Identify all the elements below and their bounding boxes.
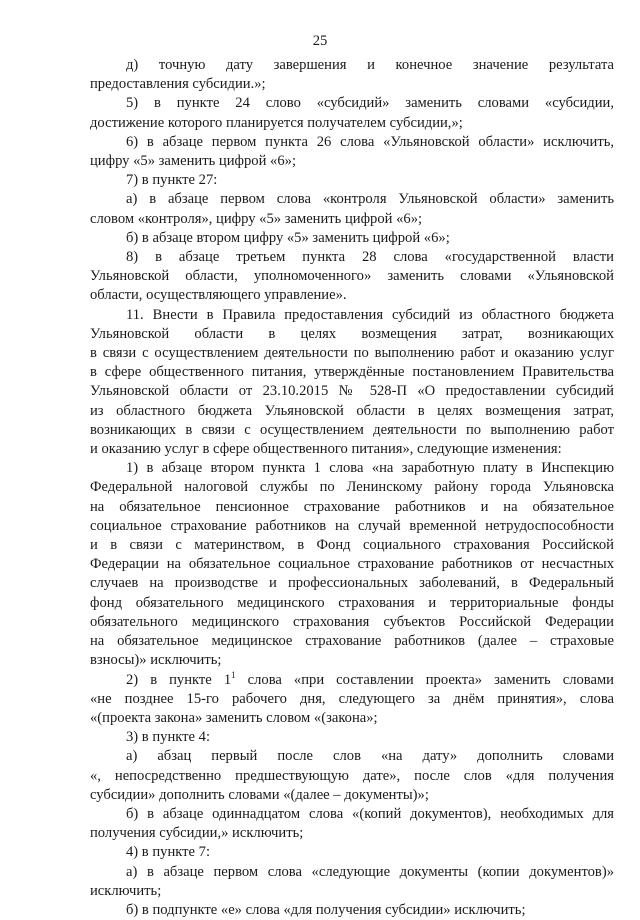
text-line-content: обязательного медицинского страхования субъектов Российской Федерации [90, 613, 614, 630]
text-line-content: 7) в пункте 27: [126, 172, 218, 189]
text-line-content: Ульяновской области от 23.10.2015 № 528-П «О предоставлении субсидий [90, 383, 614, 400]
text-line [90, 690, 614, 709]
text-line-content: 6) в абзаце первом пункта 26 слова «Ульяновской области» исключить, [126, 133, 614, 150]
text-line-content: достижение которого планируется получателем субсидии,»; [90, 114, 463, 131]
text-line-content: социальное страхование работников на случай временной нетрудоспособности [90, 517, 614, 534]
text-line [90, 402, 614, 421]
text-line-content: 5) в пункте 24 слово «субсидий» заменить словами «субсидии, [126, 95, 614, 112]
text-line-content: 8) в абзаце третьем пункта 28 слова «государственной власти [126, 249, 614, 266]
text-line [90, 632, 614, 651]
text-line [90, 709, 614, 728]
text-line [90, 152, 614, 171]
text-line [90, 114, 614, 133]
text-line-content: а) абзац первый после слов «на дату» дополнить словами [126, 748, 614, 765]
text-line [90, 248, 614, 267]
text-line-content: фонд обязательного медицинского страхования и территориальные фонды [90, 594, 614, 611]
text-line [90, 651, 614, 670]
text-line-content: 3) в пункте 4: [126, 729, 211, 746]
text-line-content: и оказанию услуг в сфере общественного питания», следующие изменения: [90, 441, 562, 458]
text-line [90, 267, 614, 286]
page-number: 25 [312, 33, 328, 49]
text-line-content: цифру «5» заменить цифрой «6»; [90, 153, 296, 170]
text-line-content: Ульяновской области в целях возмещения затрат, возникающих [90, 325, 614, 342]
text-line-content: 11. Внести в Правила предоставления субсидий из областного бюджета [126, 306, 614, 323]
text-line-content: в связи с осуществлением деятельности по выполнению работ и оказанию услуг [90, 345, 614, 362]
text-line-content: взносы)» исключить; [90, 652, 222, 669]
text-line [90, 382, 614, 401]
text-line [90, 344, 614, 363]
text-line [90, 594, 614, 613]
text-line-content: 1) в абзаце втором пункта 1 слова «на заработную плату в Инспекцию [126, 460, 614, 477]
text-line [90, 94, 614, 113]
text-line-content: на обязательное медицинское страхование работников (далее – страховые [90, 633, 614, 650]
text-line-content: исключить; [90, 882, 162, 899]
text-line [90, 767, 614, 786]
text-line-content: б) в абзаце втором цифру «5» заменить цифрой «6»; [126, 229, 450, 246]
text-line [90, 363, 614, 382]
text-line [90, 286, 614, 305]
text-line [90, 517, 614, 536]
text-line [90, 843, 614, 862]
text-line-content: Федерации на обязательное социальное страхование работников от несчастных [90, 556, 614, 573]
text-line [90, 133, 614, 152]
text-line-content: области, осуществляющего управление». [90, 287, 347, 304]
text-line [90, 805, 614, 824]
text-line-content: «не позднее 15-го рабочего дня, следующего за днём принятия», слова [90, 690, 614, 707]
text-line-content: Ульяновской области, уполномоченного» заменить словами «Ульяновской [90, 268, 614, 285]
text-line-content: возникающих в связи с осуществлением деятельности по выполнению работ [90, 421, 614, 438]
text-line [90, 671, 614, 690]
text-line-content: и в связи с материнством, в Фонд социального страхования Российской [90, 537, 614, 554]
text-line-content: б) в подпункте «е» слова «для получения субсидии» исключить; [126, 901, 526, 918]
text-line [90, 440, 614, 459]
text-line [90, 306, 614, 325]
text-line [90, 421, 614, 440]
text-line [90, 574, 614, 593]
superscript: 1 [231, 669, 236, 680]
text-line [90, 786, 614, 805]
text-line-content: д) точную дату завершения и конечное значение результата [126, 57, 614, 73]
text-line-content: случаев на производстве и профессиональных заболеваний, в Федеральный [90, 575, 614, 592]
text-line [90, 459, 614, 478]
text-line [90, 613, 614, 632]
text-line [90, 171, 614, 190]
text-line [90, 325, 614, 344]
text-line [90, 728, 614, 747]
text-line [90, 498, 614, 517]
text-line [90, 747, 614, 766]
text-line-content: 2) в пункте 1 [126, 671, 232, 688]
text-line-content: субсидии» дополнить словами «(далее – документы)»; [90, 786, 429, 803]
text-line [90, 824, 614, 843]
text-line [90, 210, 614, 229]
text-line [90, 555, 614, 574]
text-line-content: на обязательное пенсионное страхование работников и на обязательное [90, 498, 614, 515]
text-line [90, 229, 614, 248]
text-line [90, 190, 614, 209]
text-line [90, 882, 614, 901]
text-line [90, 75, 614, 94]
document-body [90, 56, 614, 920]
text-line-content: «(проекта закона» заменить словом «(закона»; [90, 709, 378, 726]
text-line-content: получения субсидии,» исключить; [90, 825, 304, 842]
text-line [90, 901, 614, 920]
text-line-content: а) в абзаце первом слова «контроля Ульяновской области» заменить [126, 191, 614, 208]
text-line-content: в сфере общественного питания, утверждённые постановлением Правительства [90, 364, 614, 381]
text-line [90, 536, 614, 555]
text-line-content: «, непосредственно предшествующую дате», после слов «для получения [90, 767, 614, 784]
text-line-content: словом «контроля», цифру «5» заменить цифрой «6»; [90, 210, 423, 227]
text-line [90, 478, 614, 497]
text-line-continuation: слова «при составлении проекта» заменить словами [235, 671, 614, 688]
text-line-content: Федеральной налоговой службы по Ленинскому району города Ульяновска [90, 479, 614, 496]
text-line-content: б) в абзаце одиннадцатом слова «(копий документов), необходимых для [126, 805, 614, 822]
text-line-content: предоставления субсидии.»; [90, 76, 266, 93]
text-line-content: 4) в пункте 7: [126, 844, 211, 861]
text-line [90, 863, 614, 882]
text-line-content: а) в абзаце первом слова «следующие документы (копии документов)» [126, 863, 614, 880]
text-line [90, 56, 614, 75]
text-line-content: из областного бюджета Ульяновской области в целях возмещения затрат, [90, 402, 614, 419]
